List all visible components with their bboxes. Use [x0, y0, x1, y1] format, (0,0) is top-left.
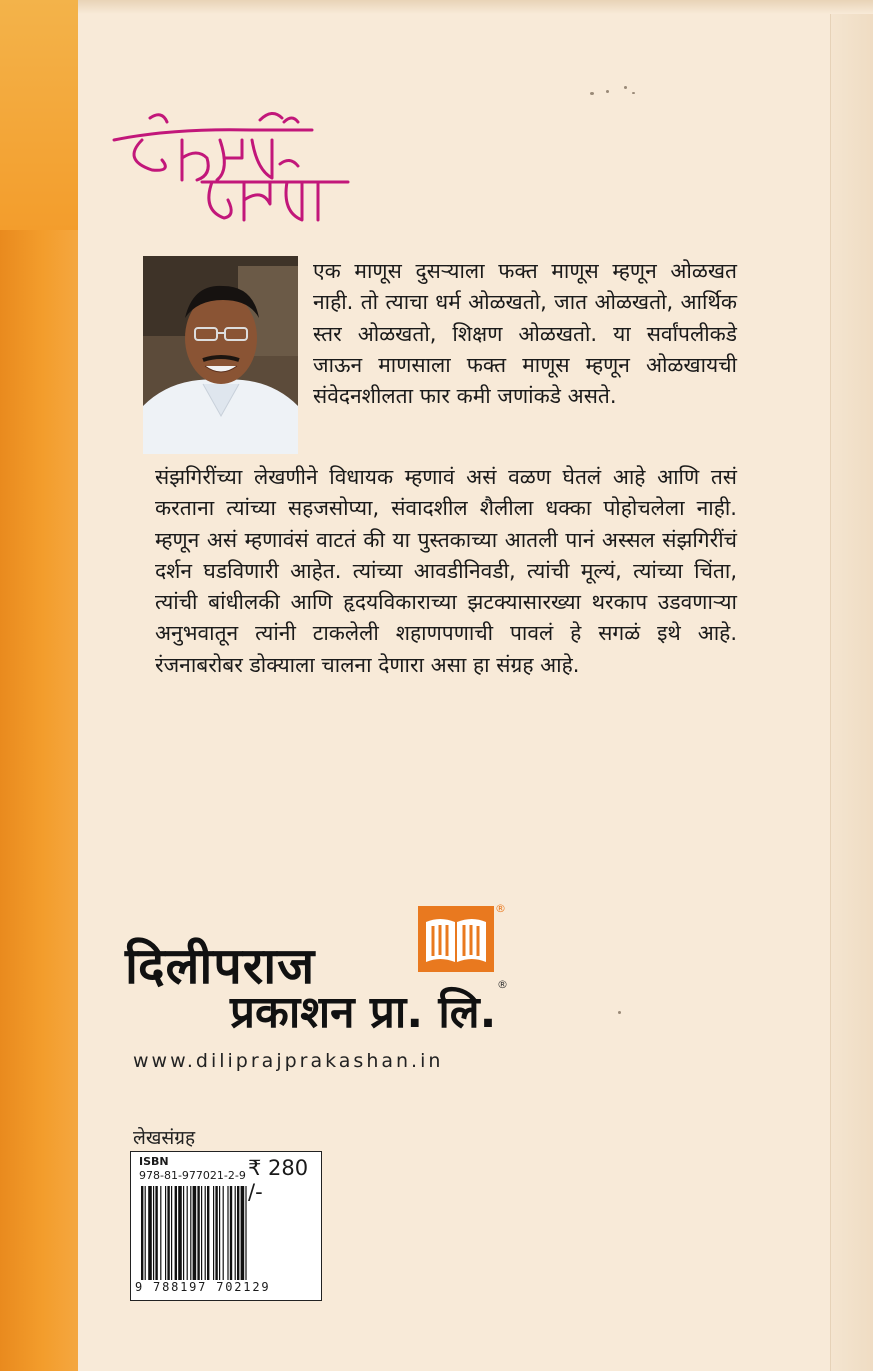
- publisher-logo: [125, 930, 520, 1040]
- blurb-paragraph-1: एक माणूस दुसऱ्याला फक्त माणूस म्हणून ओळखत नाही. तो त्याचा धर्म ओळखतो, जात ओळखतो, आर्थिक स्तर ओळखतो, शिक्षण ओळखतो. या सर्वांपलीकडे जाऊन माणसाला फक्त माणूस म्हणून ओळखायची संवेदनशीलता फार कमी जणांकडे असते.: [313, 259, 737, 409]
- barcode-bar: [205, 1186, 206, 1280]
- speck: [632, 92, 635, 94]
- barcode-bar: [171, 1186, 172, 1280]
- barcode-bar: [213, 1186, 214, 1280]
- barcode-bar: [167, 1186, 169, 1280]
- genre-label: लेखसंग्रह: [133, 1127, 196, 1149]
- book-title: [112, 100, 362, 230]
- isbn-label: ISBN: [139, 1155, 169, 1168]
- barcode-digits: 9 788197 702129: [135, 1280, 271, 1294]
- barcode-bar: [223, 1186, 224, 1280]
- barcode-bar: [148, 1186, 152, 1280]
- barcode-bar: [160, 1186, 161, 1280]
- barcode-bar: [145, 1186, 146, 1280]
- barcode-bar: [215, 1186, 217, 1280]
- barcode-bar: [237, 1186, 239, 1280]
- barcode-bar: [227, 1186, 228, 1280]
- barcode-bar: [241, 1186, 245, 1280]
- barcode-bar: [197, 1186, 199, 1280]
- speck: [606, 90, 609, 93]
- barcode-bar: [193, 1186, 197, 1280]
- barcode-bar: [141, 1186, 143, 1280]
- registered-mark-2: ®: [497, 978, 508, 991]
- barcode-bar: [165, 1186, 166, 1280]
- price: ₹ 280 /-: [248, 1156, 309, 1204]
- barcode-bar: [190, 1186, 191, 1280]
- speck: [624, 86, 627, 89]
- barcode-bar: [178, 1186, 182, 1280]
- barcode-bar: [201, 1186, 202, 1280]
- barcode-bar: [230, 1186, 232, 1280]
- registered-mark: ®: [495, 902, 506, 915]
- barcode-bar: [219, 1186, 220, 1280]
- barcode-bar: [153, 1186, 154, 1280]
- isbn-barcode-box: [130, 1151, 322, 1301]
- publisher-name-line1: दिलीपराज: [125, 937, 316, 995]
- cover-edge: [830, 0, 873, 1371]
- top-shadow: [78, 0, 873, 14]
- speck: [618, 1011, 621, 1014]
- barcode-bar: [155, 1186, 157, 1280]
- author-photo: [143, 256, 298, 454]
- publisher-website: www.diliprajprakashan.in: [133, 1050, 444, 1072]
- publisher-name-line2: प्रकाशन प्रा. लि.: [230, 987, 497, 1038]
- barcode-bar: [207, 1186, 209, 1280]
- barcode-bar: [175, 1186, 177, 1280]
- spine-highlight: [0, 0, 78, 230]
- blurb-paragraph-2: संझगिरींच्या लेखणीने विधायक म्हणावं असं वळण घेतलं आहे आणि तसं करताना त्यांच्या सहजसोप्या, संवादशील शैलीला धक्का पोहोचलेला नाही. म्हणून असं म्हणावंसं वाटतं की या पुस्तकाच्या आतली पानं अस्सल संझगिरींचं दर्शन घडविणारी आहेत. त्यांच्या आवडीनिवडी, त्यांची मूल्यं, त्यांच्या चिंता, त्यांची बांधीलकी आणि हृदयविकाराच्या झटक्यासारख्या थरकाप उडवणाऱ्या अनुभवातून त्यांनी टाकलेली शहाणपणाची पावलं हे सगळं इथे आहे. रंजनाबरोबर डोक्याला चालना देणारा असा हा संग्रह आहे.: [155, 465, 737, 677]
- barcode-bar: [183, 1186, 184, 1280]
- barcode-icon: [139, 1186, 315, 1280]
- barcode-bar: [235, 1186, 236, 1280]
- barcode-bar: [245, 1186, 246, 1280]
- barcode-bar: [187, 1186, 188, 1280]
- author-portrait-icon: [143, 256, 298, 454]
- isbn-number: 978-81-977021-2-9: [139, 1169, 246, 1182]
- speck: [590, 92, 594, 95]
